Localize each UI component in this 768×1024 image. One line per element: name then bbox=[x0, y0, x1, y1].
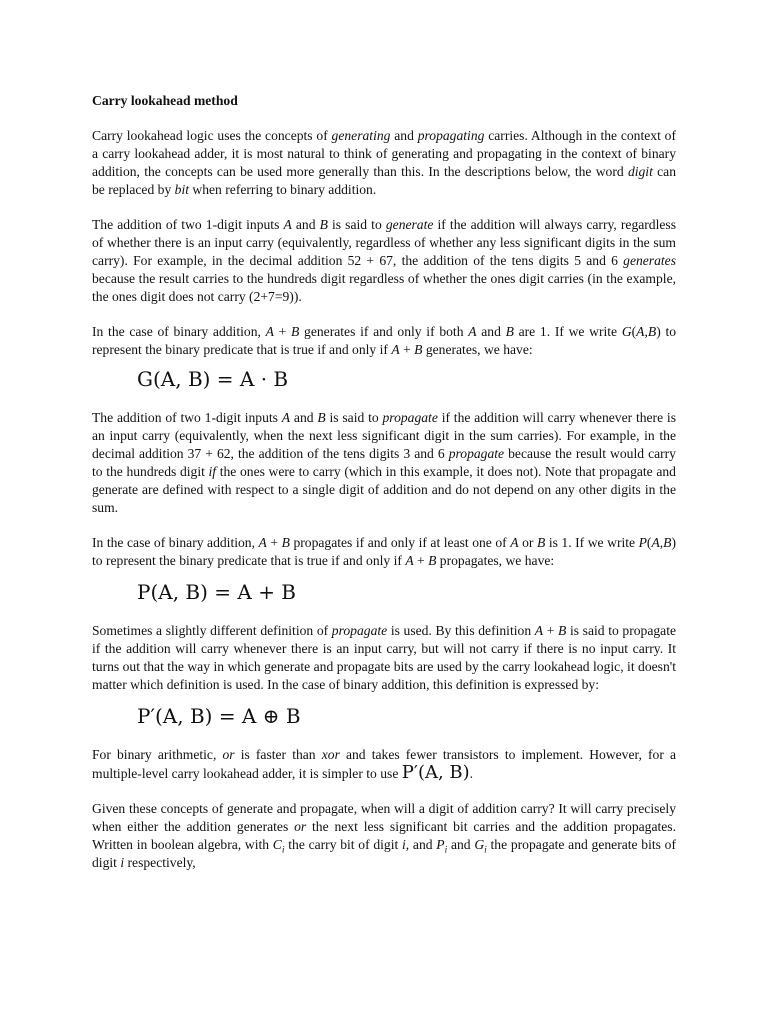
document-page bbox=[92, 92, 676, 872]
paragraph-propagate-definition: The addition of two 1-digit inputs A and B is said to propagate if the addition will carry whenever there is an input carry (equivalently, when the next less significant digit in the sum carries). For example, in the decimal addition 37 + 62, the addition of the tens digits 3 and 6 propagate because the result would carry to the hundreds digit if the ones were to carry (which in this example, it does not). Note that propagate and generate are defined with respect to a single digit of addition and do not depend on any other digits in the sum. bbox=[92, 410, 676, 515]
section-title: Carry lookahead method bbox=[92, 93, 238, 108]
paragraph-alt-propagate: Sometimes a slightly different definition of propagate is used. By this definition A + B is said to propagate if the addition will carry whenever there is an input carry, but will not carry if there is no input carry. It turns out that the way in which generate and propagate bits are used by the carry lookahead logic, it doesn't matter which definition is used. In the case of binary addition, this definition is expressed by: bbox=[92, 623, 677, 692]
paragraph-binary-propagate: In the case of binary addition, A + B propagates if and only if at least one of A or B is 1. If we write P(A,B) to represent the binary predicate that is true if and only if A + B propagates, we have: bbox=[92, 535, 677, 568]
paragraph-binary-generate: In the case of binary addition, A + B generates if and only if both A and B are 1. If we write G(A,B) to represent the binary predicate that is true if and only if A + B generates, we have: bbox=[92, 324, 677, 357]
paragraph-carry-condition: Given these concepts of generate and propagate, when will a digit of addition carry? It will carry precisely when either the addition generates or the next less significant bit carries and the addition propagates. Written in boolean algebra, with $C_i$ the carry bit of digit i, and $P_i$ and $G_i$ the propagate and generate bits of digit i respectively, bbox=[92, 801, 676, 870]
paragraph-binary-arithmetic: For binary arithmetic, or is faster than xor and takes fewer transistors to implement. However, for a multiple-level carry lookahead adder, it is simpler to use P′(A, B). bbox=[92, 747, 676, 783]
paragraph-generate-definition: The addition of two 1-digit inputs A and B is said to generate if the addition will always carry, regardless of whether there is an input carry (equivalently, regardless of whether any less significant digits in the sum carry). For example, in the decimal addition 52 + 67, the addition of the tens digits 5 and 6 generates because the result carries to the hundreds digit regardless of whether the ones digit carries (in the example, the ones digit does not carry (2+7=9)). bbox=[92, 217, 676, 304]
formula-propagate-xor: P′(A, B) = A ⊕ B bbox=[137, 704, 301, 728]
formula-propagate: P(A, B) = A + B bbox=[137, 580, 297, 604]
formula-generate: G(A, B) = A · B bbox=[137, 367, 289, 391]
inline-formula-propagate-prime: P′(A, B) bbox=[401, 762, 470, 783]
paragraph-intro: Carry lookahead logic uses the concepts of generating and propagating carries. Although in the context of a carry lookahead adder, it is most natural to think of generating and propagating in the context of binary addition, the concepts can be used more generally than this. In the descriptions below, the word digit can be replaced by bit when referring to binary addition. bbox=[92, 128, 677, 197]
